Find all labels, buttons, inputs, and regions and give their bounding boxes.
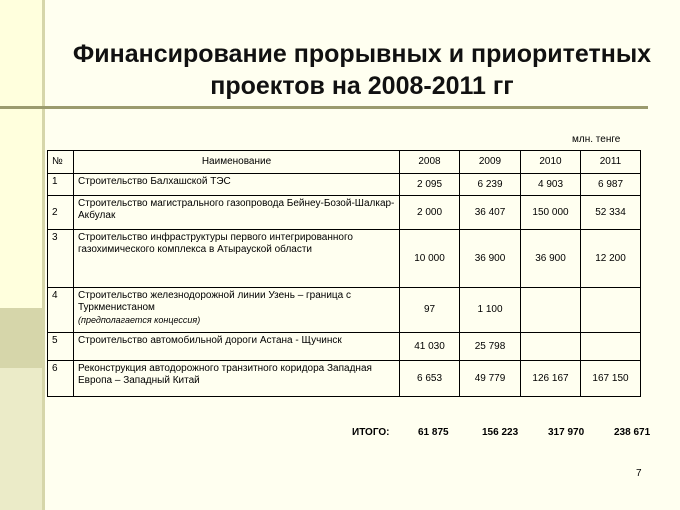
- table-row: [48, 174, 641, 196]
- row-name: Строительство инфраструктуры первого интегрированного газохимического комплекса в Атырауской области: [74, 230, 400, 288]
- row-value-2011: 12 200: [581, 230, 641, 288]
- table-row: [48, 361, 641, 397]
- totals-label: ИТОГО:: [352, 427, 390, 438]
- row-value-2011: 52 334: [581, 196, 641, 230]
- title-divider: [0, 106, 648, 109]
- row-value-2011: [581, 333, 641, 361]
- row-name: Строительство Балхашской ТЭС: [74, 174, 400, 196]
- header-2008: 2008: [400, 151, 460, 174]
- row-value-2008: 10 000: [400, 230, 460, 288]
- row-value-2008: 41 030: [400, 333, 460, 361]
- table-row: [48, 196, 641, 230]
- row-num: 5: [48, 333, 74, 361]
- header-name: Наименование: [74, 151, 400, 174]
- row-num: 6: [48, 361, 74, 397]
- row-value-2009: 25 798: [460, 333, 521, 361]
- row-value-2011: [581, 288, 641, 333]
- row-value-2009: 36 900: [460, 230, 521, 288]
- row-value-2011: 167 150: [581, 361, 641, 397]
- row-name: Строительство железнодорожной линии Узень – граница с Туркменистаном: [78, 290, 351, 313]
- left-decor-bar-accent: [0, 308, 42, 368]
- row-num: 3: [48, 230, 74, 288]
- row-value-2009: 49 779: [460, 361, 521, 397]
- row-value-2008: 6 653: [400, 361, 460, 397]
- header-num: №: [48, 151, 74, 174]
- row-value-2009: 1 100: [460, 288, 521, 333]
- row-value-2010: 4 903: [521, 174, 581, 196]
- row-value-2008: 2 000: [400, 196, 460, 230]
- row-num: 4: [48, 288, 74, 333]
- total-2009: 156 223: [482, 427, 519, 438]
- header-2011: 2011: [581, 151, 641, 174]
- units-label: млн. тенге: [572, 134, 621, 145]
- row-num: 1: [48, 174, 74, 196]
- left-decor-bar-lower: [0, 368, 42, 510]
- financing-table: [47, 150, 641, 397]
- table-row: [48, 333, 641, 361]
- total-2011: 238 671: [614, 427, 651, 438]
- total-2010: 317 970: [548, 427, 585, 438]
- total-2008: 61 875: [418, 427, 449, 438]
- row-value-2010: 150 000: [521, 196, 581, 230]
- row-value-2009: 6 239: [460, 174, 521, 196]
- row-note: (предполагается концессия): [78, 315, 201, 325]
- row-value-2010: [521, 333, 581, 361]
- row-num: 2: [48, 196, 74, 230]
- row-name: Строительство автомобильной дороги Астана - Щучинск: [74, 333, 400, 361]
- row-name-cell: [74, 288, 400, 333]
- slide-title: Финансирование прорывных и приоритетных проектов на 2008-2011 гг: [72, 40, 652, 100]
- row-name: Строительство магистрального газопровода Бейнеу-Бозой-Шалкар-Акбулак: [74, 196, 400, 230]
- row-value-2010: [521, 288, 581, 333]
- table-row: [48, 288, 641, 333]
- row-name: Реконструкция автодорожного транзитного коридора Западная Европа – Западный Китай: [74, 361, 400, 397]
- row-value-2010: 126 167: [521, 361, 581, 397]
- row-value-2011: 6 987: [581, 174, 641, 196]
- row-value-2008: 97: [400, 288, 460, 333]
- row-value-2009: 36 407: [460, 196, 521, 230]
- table-row: [48, 230, 641, 288]
- row-value-2010: 36 900: [521, 230, 581, 288]
- page-number: 7: [636, 468, 642, 479]
- header-2009: 2009: [460, 151, 521, 174]
- header-2010: 2010: [521, 151, 581, 174]
- table-header-row: [48, 151, 641, 174]
- row-value-2008: 2 095: [400, 174, 460, 196]
